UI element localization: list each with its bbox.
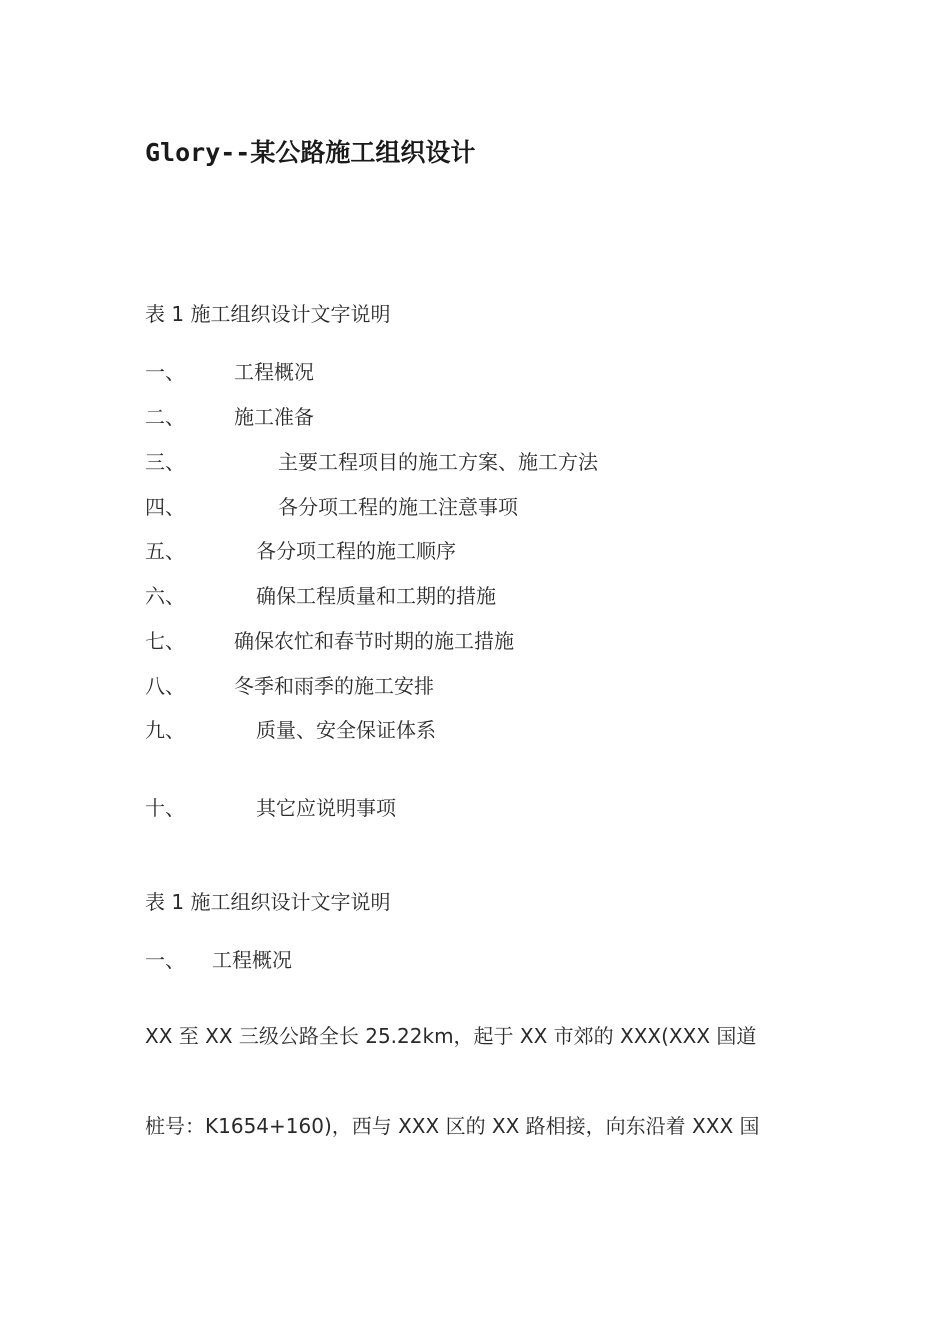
toc-item-label: 冬季和雨季的施工安排 [234, 674, 434, 698]
table-heading: 表 1 施工组织设计文字说明 [145, 302, 391, 326]
toc-item-label: 其它应说明事项 [256, 796, 396, 820]
toc-item-number: 八、 [145, 674, 185, 698]
toc-item-number: 一、 [145, 360, 185, 384]
body-paragraph-line: 桩号：K1654+160)，西与 XXX 区的 XX 路相接，向东沿着 XXX 国 [145, 1114, 760, 1138]
toc-item-label: 施工准备 [234, 405, 314, 429]
body-paragraph-line: XX 至 XX 三级公路全长 25.22km，起于 XX 市郊的 XXX(XXX 国道 [145, 1024, 757, 1048]
toc-item-label: 各分项工程的施工顺序 [256, 539, 456, 563]
section-number: 一、 [145, 948, 185, 972]
toc-item-number: 二、 [145, 405, 185, 429]
document-title: Glory--某公路施工组织设计 [145, 138, 476, 167]
toc-item-label: 确保工程质量和工期的措施 [256, 584, 496, 608]
toc-item-number: 三、 [145, 450, 185, 474]
toc-item-label: 主要工程项目的施工方案、施工方法 [278, 450, 598, 474]
toc-item-label: 确保农忙和春节时期的施工措施 [234, 629, 514, 653]
section-title: 工程概况 [212, 948, 292, 972]
toc-item-label: 质量、安全保证体系 [256, 718, 436, 742]
toc-item-label: 各分项工程的施工注意事项 [278, 495, 518, 519]
toc-item-number: 十、 [145, 796, 185, 820]
toc-item-number: 五、 [145, 539, 185, 563]
toc-item-number: 四、 [145, 495, 185, 519]
table-heading: 表 1 施工组织设计文字说明 [145, 890, 391, 914]
toc-item-number: 七、 [145, 629, 185, 653]
toc-item-number: 六、 [145, 584, 185, 608]
toc-item-number: 九、 [145, 718, 185, 742]
toc-item-label: 工程概况 [234, 360, 314, 384]
